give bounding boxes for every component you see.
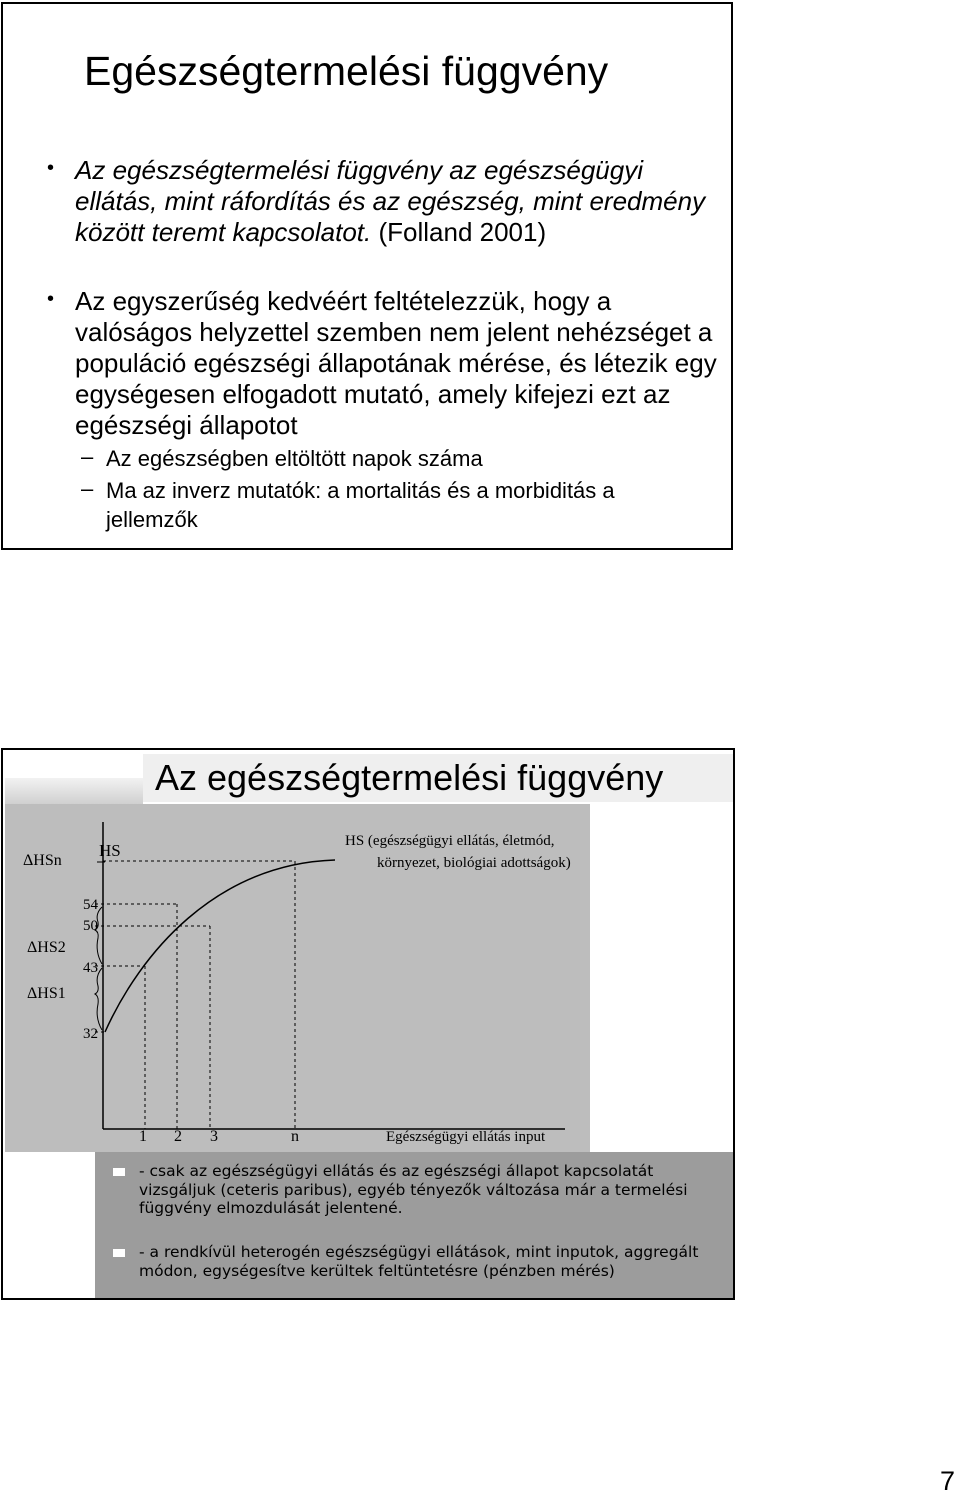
curve-label-2: környezet, biológiai adottságok) (377, 855, 571, 871)
slide-2 (1, 748, 735, 1300)
health-production-graph (5, 804, 590, 1152)
note-2: - a rendkívül heterogén egészségügyi ellátások, mint inputok, aggregált módon, egységesítve kerültek feltüntetésre (pénzben mérés) (139, 1243, 699, 1280)
dash-icon: – (81, 444, 94, 469)
bullet-1-text (75, 155, 715, 248)
brace-hs1 (95, 968, 102, 1030)
y-tick-50: 50 (83, 918, 98, 934)
slide-1-title: Egészségtermelési függvény (84, 48, 609, 94)
slide-2-title: Az egészségtermelési függvény (155, 757, 664, 798)
note-1: - csak az egészségügyi ellátás és az egészségi állapot kapcsolatát vizsgáljuk (ceteris paribus), egyéb tényezők változása már a termelési függvény elmozdulását jelentené. (139, 1162, 688, 1217)
x-tick-1: 1 (139, 1128, 147, 1145)
delta-hsn-label: ΔHSn (23, 852, 62, 869)
square-bullet-icon (113, 1249, 125, 1257)
header-band (5, 778, 143, 804)
y-tick-54: 54 (83, 897, 98, 913)
x-tick-2: 2 (174, 1128, 182, 1145)
slide-1 (1, 2, 733, 550)
x-tick-n: n (291, 1128, 299, 1145)
bullet-icon: • (47, 157, 55, 179)
brace-hs2 (95, 907, 102, 964)
dash-icon: – (81, 476, 94, 501)
notes-panel (95, 1152, 733, 1298)
sub-bullet-2: Ma az inverz mutatók: a mortalitás és a morbiditás a jellemzők (106, 478, 615, 532)
page-number: 7 (940, 1466, 956, 1496)
bullet-2-text: Az egyszerűség kedvéért feltételezzük, hogy a valóságos helyzettel szemben nem jelent nehézséget a populáció egészségi állapotának mérése, és létezik egy egységesen elfogadott mutató, amely kifejezi ezt az egészségi állapotot (75, 286, 717, 440)
delta-hs1-label: ΔHS1 (27, 985, 66, 1002)
bullet-1-italic: Az egészségtermelési függvény az egészségügyi ellátás, mint ráfordítás és az egészség, mint eredmény között teremt kapcsolatot. (75, 155, 706, 247)
bullet-1-tail: (Folland 2001) (371, 217, 547, 247)
bullet-icon: • (47, 288, 55, 310)
graph-svg (5, 804, 590, 1152)
y-tick-32: 32 (83, 1026, 98, 1042)
x-axis-label: Egészségügyi ellátás input (386, 1129, 546, 1145)
health-curve (105, 860, 335, 1032)
sub-bullet-1: Az egészségben eltöltött napok száma (106, 446, 483, 471)
square-bullet-icon (113, 1168, 125, 1176)
curve-label-1: HS (egészségügyi ellátás, életmód, (345, 833, 555, 849)
y-tick-43: 43 (83, 960, 98, 976)
x-tick-3: 3 (210, 1128, 218, 1145)
y-axis-label: HS (99, 841, 121, 860)
delta-hs2-label: ΔHS2 (27, 939, 66, 956)
